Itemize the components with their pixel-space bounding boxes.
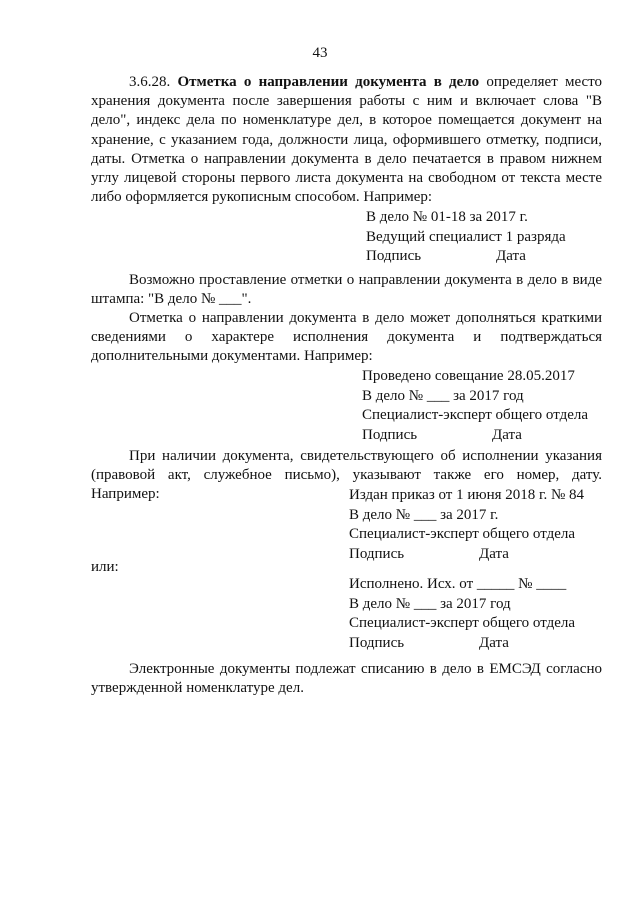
section-number: 3.6.28.: [129, 74, 171, 90]
example-4-line-1: Исполнено. Исх. от _____ № ____: [349, 576, 567, 592]
example-1-line-2: Ведущий специалист 1 разряда: [366, 228, 566, 245]
date-label: Дата: [479, 545, 509, 562]
additional-paragraph: Отметка о направлении документа в дело может дополняться краткими сведениями о характере исполнения документа и подтверждаться дополнительными документами. Например:: [91, 310, 602, 365]
example-1: [366, 208, 566, 267]
electronic-paragraph-block: [91, 660, 602, 698]
example-2-line-1: Проведено совещание 28.05.2017: [362, 368, 575, 384]
example-1-line-1: В дело № 01-18 за 2017 г.: [366, 209, 528, 225]
section-text: определяет место хранения документа после завершения работы с ним и включает слова "В дело", индекс дела по номенклатуре дел, в которое помещается документ на хранение, с указанием года, должности лица, оформившего отметку, подписи, даты. Отметка о направлении документа в дело печатается в правом нижнем углу лицевой стороны первого листа документа на свободном от текста месте либо оформляется рукописным способом. Например:: [91, 74, 603, 206]
section-3-6-28: [91, 73, 602, 207]
example-3-line-1: Издан приказ от 1 июня 2018 г. № 84: [349, 487, 585, 503]
date-label: Дата: [492, 426, 522, 443]
example-4-line-3: Специалист-эксперт общего отдела: [349, 615, 576, 631]
signature-label: Подпись: [349, 634, 405, 651]
date-label: Дата: [479, 634, 509, 651]
example-4-signature-row: [349, 634, 575, 654]
example-3-line-3: Специалист-эксперт общего отдела: [349, 526, 576, 542]
date-label: Дата: [496, 248, 526, 264]
example-3: [349, 486, 584, 564]
example-3-signature-row: [349, 545, 584, 565]
document-paragraph: При наличии документа, свидетельствующего об исполнении указания (правовой акт, служебное письмо), указывают также его номер, дату. Например:: [91, 448, 602, 503]
stamp-paragraph: Возможно проставление отметки о направлении документа в дело в виде штампа: "В дело № ___".: [91, 272, 602, 308]
signature-label: Подпись: [349, 545, 405, 562]
example-2: [362, 367, 588, 445]
example-4-line-2: В дело № ___ за 2017 год: [349, 595, 511, 612]
example-2-line-2: В дело № ___ за 2017 год: [362, 387, 524, 404]
stamp-paragraph-block: [91, 271, 602, 309]
example-2-line-3: Специалист-эксперт общего отдела: [362, 407, 589, 423]
electronic-paragraph: Электронные документы подлежат списанию в дело в ЕМСЭД согласно утвержденной номенклатуре дел.: [91, 661, 602, 697]
page-number: 43: [312, 45, 328, 61]
signature-label: Подпись: [366, 248, 422, 264]
or-label: или:: [91, 559, 119, 575]
example-3-line-2: В дело № ___ за 2017 г.: [349, 506, 499, 523]
additional-paragraph-block: [91, 309, 602, 367]
signature-label: Подпись: [362, 426, 418, 443]
example-4: [349, 575, 575, 653]
section-term: Отметка о направлении документа в дело: [177, 74, 480, 90]
example-1-signature-row: [366, 247, 566, 267]
section-paragraph: [91, 73, 602, 207]
example-2-signature-row: [362, 426, 588, 446]
